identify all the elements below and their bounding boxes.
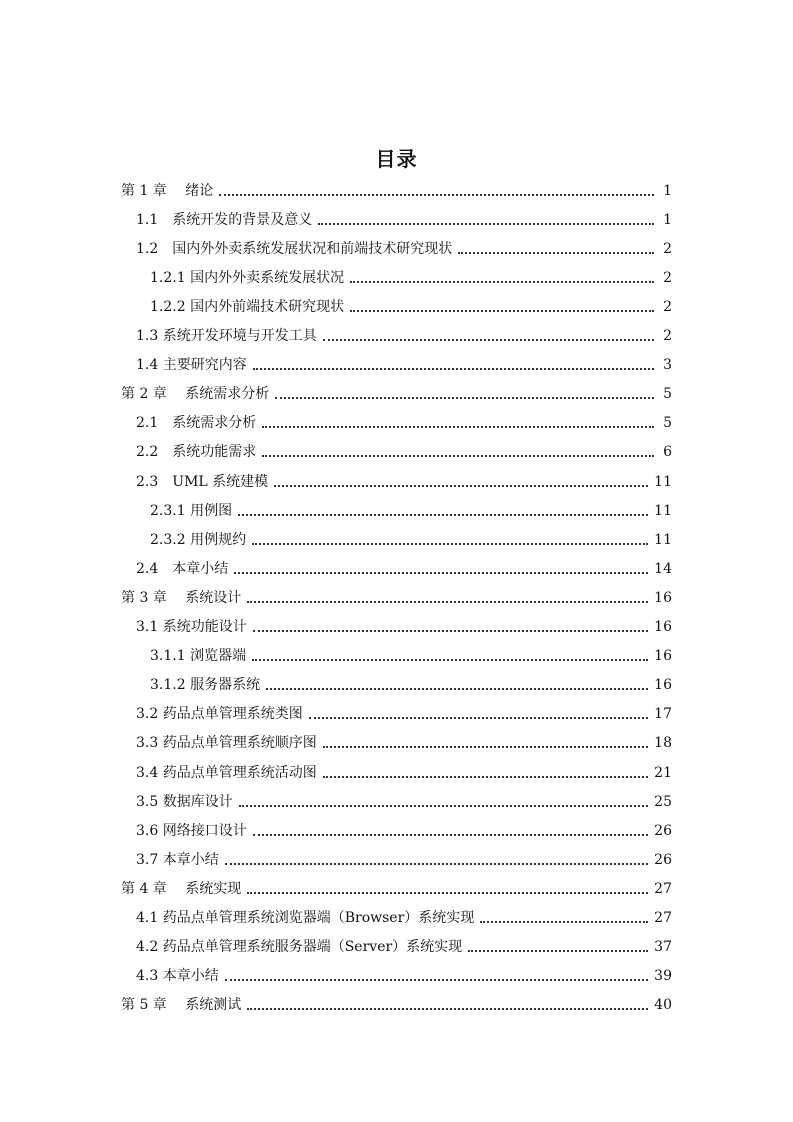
- toc-entry-title: 3.1 系统功能设计: [136, 619, 247, 635]
- toc-entry[interactable]: [136, 467, 672, 496]
- toc-entry-page-number: 11: [654, 473, 672, 490]
- toc-entry-title: 1.4 主要研究内容: [136, 357, 247, 374]
- toc-dot-leader: [225, 863, 648, 865]
- toc-entry-page-number: 1: [663, 182, 672, 199]
- toc-entry[interactable]: [136, 700, 672, 729]
- toc-entry-page-number: 26: [654, 822, 672, 839]
- toc-entry-title: 3.1.1 浏览器端: [150, 648, 247, 665]
- toc-entry-page-number: 17: [654, 706, 672, 723]
- toc-entry-page-number: 2: [663, 298, 672, 315]
- toc-entry-page-number: 25: [654, 793, 672, 810]
- toc-dot-leader: [252, 659, 648, 661]
- toc-dot-leader: [350, 310, 654, 312]
- toc-entry-page-number: 6: [663, 444, 672, 461]
- toc-dot-leader: [219, 194, 654, 196]
- toc-entry-page-number: 16: [654, 648, 672, 665]
- toc-entry-title: 第 3 章 系统设计: [121, 589, 242, 606]
- toc-entry[interactable]: [150, 496, 672, 525]
- toc-dot-leader: [253, 834, 648, 836]
- toc-entry-title: 3.6 网络接口设计: [136, 822, 247, 839]
- toc-entry-page-number: 39: [654, 968, 672, 985]
- toc-entry-page-number: 40: [654, 997, 672, 1014]
- toc-title: 目录: [375, 147, 418, 171]
- toc-entry-page-number: 26: [654, 851, 672, 868]
- toc-dot-leader: [262, 455, 654, 457]
- toc-dot-leader: [458, 252, 654, 254]
- toc-dot-leader: [239, 805, 648, 807]
- toc-entry-page-number: 27: [654, 910, 672, 926]
- toc-entry-title: 2.2 系统功能需求: [136, 444, 257, 461]
- toc-dot-leader: [309, 717, 648, 719]
- toc-entry[interactable]: [150, 642, 672, 671]
- toc-entry-title: 3.1.2 服务器系统: [150, 677, 261, 694]
- toc-dot-leader: [247, 1008, 648, 1010]
- toc-entry-title: 1.2 国内外外卖系统发展状况和前端技术研究现状: [136, 240, 453, 257]
- toc-entry[interactable]: [136, 729, 672, 758]
- toc-dot-leader: [275, 397, 654, 399]
- toc-entry-title: 第 2 章 系统需求分析: [121, 386, 270, 403]
- toc-entry[interactable]: [150, 292, 672, 321]
- toc-entry[interactable]: [136, 234, 672, 263]
- toc-entry[interactable]: [136, 613, 672, 642]
- toc-dot-leader: [247, 892, 648, 894]
- toc-entry[interactable]: [136, 904, 672, 933]
- toc-entry-page-number: 3: [663, 357, 672, 374]
- toc-entry[interactable]: [136, 962, 672, 991]
- toc-dot-leader: [253, 368, 654, 370]
- toc-entry-title: 1.3 系统开发环境与开发工具: [136, 328, 317, 344]
- toc-entry[interactable]: [121, 991, 672, 1020]
- toc-entry-title: 4.1 药品点单管理系统浏览器端（Browser）系统实现: [136, 910, 475, 926]
- toc-entry-page-number: 5: [663, 386, 672, 403]
- toc-entry-title: 1.1 系统开发的背景及意义: [136, 211, 313, 228]
- toc-dot-leader: [274, 485, 648, 487]
- toc-entry-title: 3.5 数据库设计: [136, 793, 233, 810]
- toc-entry[interactable]: [136, 787, 672, 816]
- toc-entry-title: 3.2 药品点单管理系统类图: [136, 706, 303, 723]
- toc-entry-title: 4.2 药品点单管理系统服务器端（Server）系统实现: [136, 939, 463, 956]
- toc-dot-leader: [323, 339, 654, 341]
- toc-entry-page-number: 14: [654, 560, 672, 577]
- toc-dot-leader: [318, 223, 654, 225]
- toc-entry-title: 1.2.1 国内外外卖系统发展状况: [150, 269, 345, 286]
- toc-entry[interactable]: [121, 874, 672, 903]
- toc-entry-page-number: 11: [654, 502, 672, 519]
- toc-dot-leader: [253, 630, 648, 632]
- toc-entry-page-number: 37: [654, 939, 672, 956]
- toc-entry-page-number: 2: [663, 240, 672, 257]
- toc-entry-title: 3.4 药品点单管理系统活动图: [136, 764, 317, 781]
- toc-entry-page-number: 2: [663, 269, 672, 286]
- toc-entry[interactable]: [136, 845, 672, 874]
- toc-dot-leader: [238, 514, 648, 516]
- toc-entry-page-number: 16: [654, 619, 672, 635]
- toc-entry[interactable]: [136, 933, 672, 962]
- toc-entry-title: 2.1 系统需求分析: [136, 415, 257, 432]
- toc-dot-leader: [266, 688, 648, 690]
- toc-entry-page-number: 11: [654, 531, 672, 548]
- toc-entry-title: 4.3 本章小结: [136, 968, 219, 985]
- toc-entry-title: 第 5 章 系统测试: [121, 997, 242, 1014]
- toc-entry-title: 第 1 章 绪论: [121, 182, 214, 199]
- toc-dot-leader: [234, 572, 648, 574]
- toc-entry-page-number: 16: [654, 589, 672, 606]
- toc-entry-page-number: 5: [663, 415, 672, 432]
- toc-entry[interactable]: [121, 583, 672, 612]
- toc-dot-leader: [323, 776, 648, 778]
- toc-entry[interactable]: [136, 351, 672, 380]
- toc-dot-leader: [262, 426, 654, 428]
- toc-entry-title: 1.2.2 国内外前端技术研究现状: [150, 298, 345, 315]
- toc-entry-page-number: 16: [654, 677, 672, 694]
- toc-dot-leader: [225, 979, 648, 981]
- toc-entry-title: 2.3 UML 系统建模: [136, 473, 269, 490]
- toc-entry[interactable]: [150, 671, 672, 700]
- toc-entry[interactable]: [136, 205, 672, 234]
- toc-entry-title: 第 4 章 系统实现: [121, 880, 242, 897]
- toc-entry[interactable]: [136, 409, 672, 438]
- toc-entry[interactable]: [150, 263, 672, 292]
- toc-entry-title: 2.3.2 用例规约: [150, 531, 247, 548]
- toc-dot-leader: [350, 281, 654, 283]
- toc-entry[interactable]: [121, 380, 672, 409]
- toc-dot-leader: [480, 921, 648, 923]
- toc-entry[interactable]: [136, 322, 672, 351]
- toc-entry-page-number: 18: [654, 735, 672, 752]
- toc-entry-title: 3.7 本章小结: [136, 851, 219, 868]
- toc-entry[interactable]: [150, 525, 672, 554]
- toc-entry-page-number: 1: [663, 211, 672, 228]
- toc-entry[interactable]: [136, 816, 672, 845]
- toc-entry[interactable]: [136, 554, 672, 583]
- toc-entry[interactable]: [136, 758, 672, 787]
- toc-entry-page-number: 21: [654, 764, 672, 781]
- toc-dot-leader: [323, 746, 648, 748]
- toc-dot-leader: [247, 601, 648, 603]
- toc-entry-title: 2.3.1 用例图: [150, 502, 233, 519]
- toc-entry-page-number: 27: [654, 880, 672, 897]
- toc-dot-leader: [468, 950, 648, 952]
- toc-entry[interactable]: [136, 438, 672, 467]
- toc-entry-title: 3.3 药品点单管理系统顺序图: [136, 735, 317, 752]
- toc-dot-leader: [252, 543, 648, 545]
- toc-entry-page-number: 2: [663, 328, 672, 344]
- toc-entry[interactable]: [121, 176, 672, 205]
- toc-entry-title: 2.4 本章小结: [136, 560, 229, 577]
